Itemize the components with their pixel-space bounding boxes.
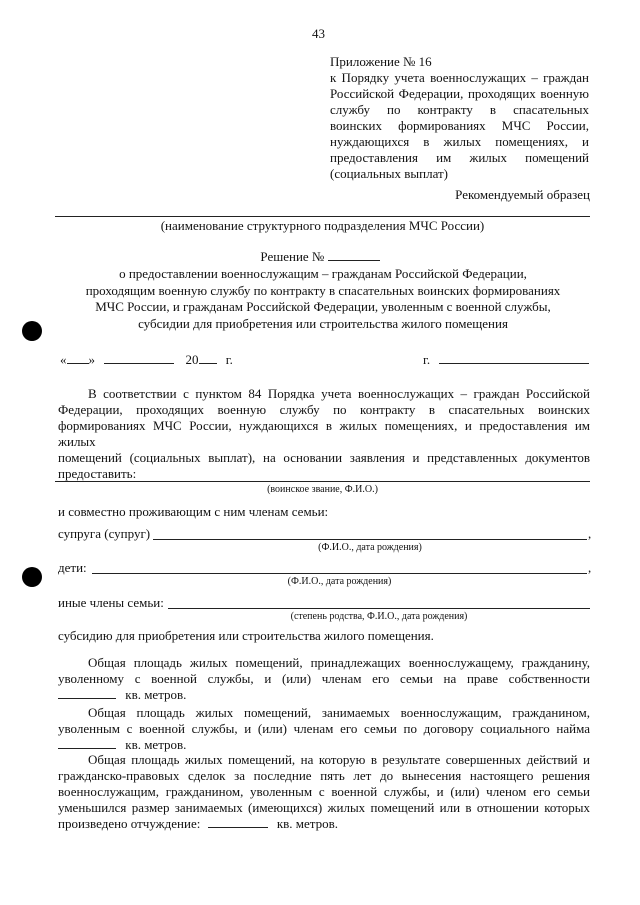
- year-blank[interactable]: [199, 352, 217, 364]
- children-caption: (Ф.И.О., дата рождения): [287, 576, 392, 587]
- appendix-line: предоставления им жилых помещений: [330, 150, 589, 165]
- unit-caption: (наименование структурного подразделения МЧС России): [160, 218, 485, 233]
- date-line: [60, 352, 233, 368]
- children-line[interactable]: [92, 573, 587, 574]
- spouse-line[interactable]: [153, 539, 587, 540]
- sample-label: Рекомендуемый образец: [455, 187, 590, 202]
- area-reduced-value-line: [58, 816, 590, 832]
- area-occupied-paragraph: [58, 705, 590, 753]
- area-owned-line: Общая площадь жилых помещений, принадлежащих военнослужащему, гражданину,: [88, 655, 590, 670]
- city-blank[interactable]: [439, 352, 589, 364]
- others-caption: (степень родства, Ф.И.О., дата рождения): [290, 611, 468, 622]
- area-occupied-value-line: [58, 737, 590, 753]
- area-occupied-blank[interactable]: [58, 737, 116, 749]
- intro-line: предоставить:: [58, 466, 137, 481]
- city-prefix: г.: [423, 352, 431, 367]
- decision-subtitle-line: о предоставлении военнослужащим – гражданам Российской Федерации,: [119, 266, 527, 281]
- area-owned-paragraph: [58, 655, 590, 703]
- punch-hole-mark: [22, 567, 42, 587]
- intro-line: В соответствии с пунктом 84 Порядка учета военнослужащих – граждан Российской: [88, 386, 590, 401]
- others-line[interactable]: [168, 608, 590, 609]
- children-label: дети:: [58, 560, 87, 575]
- decision-subtitle-line: МЧС России, и гражданам Российской Федерации, уволенным с военной службы,: [95, 299, 551, 314]
- recipient-line[interactable]: [55, 481, 590, 482]
- area-owned-blank[interactable]: [58, 687, 116, 699]
- appendix-line: Российской Федерации, проходящих военную: [330, 86, 589, 101]
- decision-title-text: Решение №: [260, 249, 325, 264]
- area-occupied-line: уволенным с военной службы, и (или) членам его семьи по договору социального найма: [58, 721, 590, 736]
- area-reduced-prefix: произведено отчуждение:: [58, 816, 201, 831]
- intro-line: Федерации, проходящих военную службу по контракту в спасательных воинских: [58, 402, 590, 417]
- unit-line: [55, 216, 590, 217]
- children-comma: ,: [588, 560, 592, 575]
- date-century: 20: [185, 352, 199, 367]
- area-owned-value-line: [58, 687, 590, 703]
- city-line: [423, 352, 589, 368]
- appendix-line: (социальных выплат): [330, 166, 449, 181]
- area-reduced-unit: кв. метров.: [276, 816, 339, 831]
- intro-line: помещений (социальных выплат), на основании заявления и представленных документов: [58, 450, 590, 465]
- spouse-label: супруга (супруг): [58, 526, 151, 541]
- decision-number-blank[interactable]: [328, 249, 380, 261]
- decision-subtitle-line: субсидии для приобретения или строительства жилого помещения: [138, 315, 508, 331]
- area-owned-line: уволенному с военной службы, и (или) членам его семьи на праве собственности: [58, 671, 590, 686]
- area-reduced-line: гражданско-правовых сделок за последние пять лет до вынесения настоящего решения: [58, 768, 590, 783]
- area-reduced-blank[interactable]: [208, 816, 268, 828]
- date-year-suffix: г.: [225, 352, 233, 367]
- appendix-line: воинских формированиях МЧС России,: [330, 118, 589, 133]
- area-reduced-line: Общая площадь жилых помещений, на которую в результате совершенных действий и: [88, 752, 590, 767]
- page-number: 43: [312, 26, 325, 41]
- recipient-caption: (воинское звание, Ф.И.О.): [267, 484, 378, 495]
- appendix-text: [330, 70, 589, 182]
- date-open-quote: «: [60, 352, 67, 367]
- area-occupied-line: Общая площадь жилых помещений, занимаемых военнослужащим, гражданином,: [88, 705, 590, 720]
- decision-title: [0, 249, 640, 266]
- family-intro: и совместно проживающим с ним членам семьи:: [58, 504, 329, 519]
- date-close-quote: »: [88, 352, 95, 367]
- decision-subtitle-line: проходящим военную службу по контракту в спасательных воинских формированиях: [85, 282, 561, 298]
- appendix-line: нуждающихся в жилых помещениях, и: [330, 134, 589, 149]
- appendix-line: к Порядку учета военнослужащих – граждан: [330, 70, 589, 85]
- area-reduced-line: военнослужащим, гражданином, уволенным с военной службы, и (или) членом его семьи: [58, 784, 590, 799]
- intro-paragraph: [58, 386, 590, 482]
- month-blank[interactable]: [104, 352, 174, 364]
- area-reduced-line: уменьшился размер занимаемых (имеющихся) жилых помещений или в отношении которых: [58, 800, 590, 815]
- intro-line: формированиях МЧС России, нуждающихся в жилых помещениях, и предоставления им жилых: [58, 418, 590, 449]
- area-owned-unit: кв. метров.: [125, 687, 187, 702]
- decision-subtitle: [0, 266, 640, 332]
- area-occupied-unit: кв. метров.: [125, 737, 187, 752]
- appendix-line: службу по контракту в спасательных: [330, 102, 589, 117]
- area-reduced-paragraph: [58, 752, 590, 832]
- appendix-title: Приложение № 16: [330, 54, 432, 69]
- others-label: иные члены семьи:: [58, 595, 164, 610]
- subsidy-line: субсидию для приобретения или строительства жилого помещения.: [58, 628, 434, 643]
- spouse-comma: ,: [588, 526, 592, 541]
- spouse-caption: (Ф.И.О., дата рождения): [318, 542, 422, 553]
- day-blank[interactable]: [67, 352, 89, 364]
